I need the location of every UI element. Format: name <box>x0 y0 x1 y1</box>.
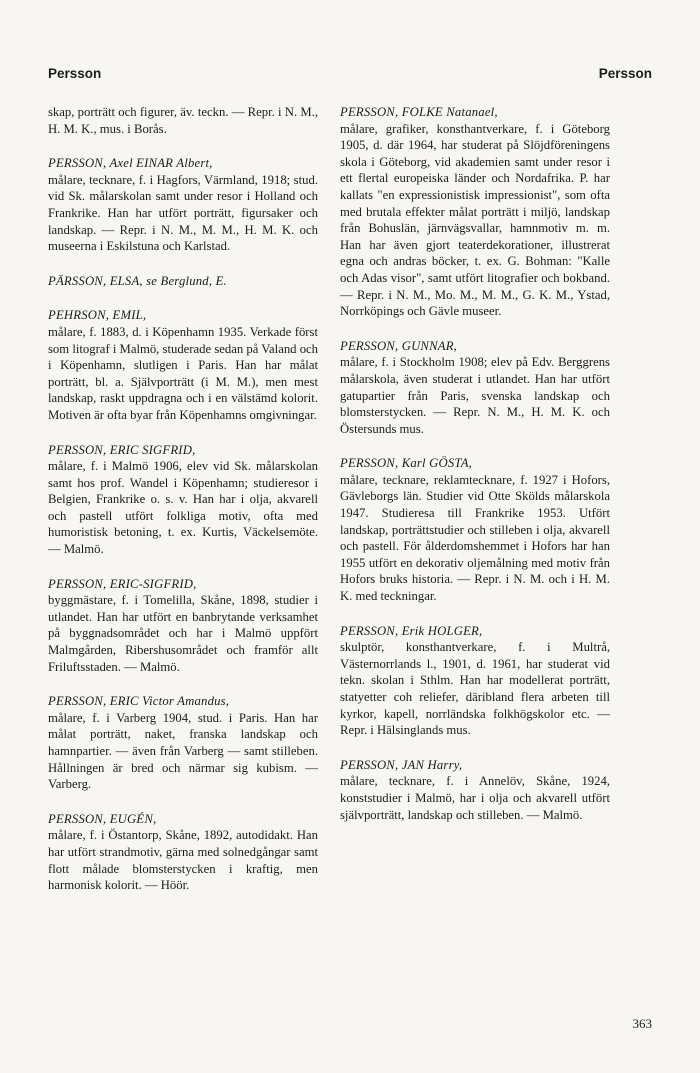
entry-text: målare, tecknare, reklamtecknare, f. 1927 i Hofors, Gävleborgs län. Studier vid Otte Skölds målarskola 1947. Studieresa till Frankrike 1953. Utfört landskap, porträttstudier och stilleben i olja, akvarell och pastell. För ålderdomshemmet i Hofors har han 1955 utfört en dekorativ oljemålning med motiv från Hofors bruks historia. — Repr. i N. M. och i H. M. K. med teckningar. <box>340 472 610 604</box>
entry-gosta-persson <box>340 455 610 604</box>
entry-heading: PEHRSON, EMIL, <box>48 308 147 323</box>
entry-gunnar-persson <box>340 338 610 438</box>
entry-text: målare, f. i Östantorp, Skåne, 1892, autodidakt. Han har utfört strandmotiv, gärna med solnedgångar samt flott målade blomsterstycken i kraftig, men harmonisk kolorit. — Höör. <box>48 828 318 893</box>
entry-einar-persson <box>48 155 318 255</box>
entry-text: målare, f. 1883, d. i Köpenhamn 1935. Verkade först som litograf i Malmö, studerade sedan på Valand och i Köpenhamn, slutligen i Paris. Han har målat porträtt, bl. a. Självporträtt (i M. M.), men mest landskap, raskt uppdragna och i en välstämd kolorit. Motiven är ofta byar från Köpenhamns omgivningar. <box>48 324 319 422</box>
entry-holger-persson <box>340 623 610 739</box>
entry-text: byggmästare, f. i Tomelilla, Skåne, 1898, studier i utlandet. Han har utfört en banbrytande verksamhet på byggnadsområdet och har i Malmö uppfört Malmgården, Ribershusområdet och framför allt Friluftsstaden. — Malmö. <box>48 593 318 674</box>
left-column <box>48 104 318 912</box>
continuation-text <box>48 104 318 137</box>
entry-heading: PERSSON, EUGÉN, <box>48 811 157 826</box>
entry-text: målare, grafiker, konsthantverkare, f. i Göteborg 1905, d. där 1964, har studerat på Slöjdföreningens skola i Göteborg, vid akademien samt under resor i ett flertal europeiska länder och Nordafrika. P. har kallats "en expressionistisk impressionist", som ofta med brutala effekter målat porträtt i miljö, landskap från Bohuslän, järnvägsvallar, hamnmotiv m. m. Han har även gjort teaterdekorationer, illustrerat egna och andras böcker, t. ex. G. Bohman: "Kalle och Adas visor", samt utfört litografier och bokband. — Repr. i N. M., Mo. M., M. M., G. K. M., Ystad, Norrköpings och Gävle museer. <box>340 121 610 319</box>
entry-text: skulptör, konsthantverkare, f. i Multrå, Västernorrlands l., 1901, d. 1961, har studerat vid tekn. skolan i Sthlm. Han har modellerat porträtt, statyetter coh reliefer, däribland flera arbeten till kyrkor, kapell, norrländska folkhögskolor etc. — Repr. i Hälsinglands mus. <box>340 640 610 738</box>
entry-heading: PERSSON, Erik HOLGER, <box>340 623 483 638</box>
entry-text: målare, f. i Malmö 1906, elev vid Sk. målarskolan samt hos prof. Wandel i Köpenhamn; studieresor i Belgien, Frankrike o. s. v. Han har i olja, akvarell och pastell utfört folkliga motiv, ofta med humoristisk betoning, t. ex. Kurtis, Väckelsemöte. — Malmö. <box>48 459 318 557</box>
entry-folke-persson <box>340 104 610 320</box>
entry-heading: PERSSON, GUNNAR, <box>340 338 458 353</box>
header-left: Persson <box>48 66 102 81</box>
entry-heading: PERSSON, FOLKE Natanael, <box>340 105 498 119</box>
entry-heading: PERSSON, Axel EINAR Albert, <box>48 156 213 171</box>
header-right: Persson <box>598 66 652 81</box>
page-number: 363 <box>632 1016 652 1031</box>
entry-text: målare, tecknare, f. i Annelöv, Skåne, 1924, konststudier i Malmö, har i olja och akvarell utfört självporträtt, landskap och stilleben. — Malmö. <box>340 774 610 822</box>
entry-eugen-persson <box>48 811 318 894</box>
entry-heading: PERSSON, ERIC Victor Amandus, <box>48 694 230 709</box>
entry-jan-persson <box>340 757 610 823</box>
entry-text: målare, f. i Stockholm 1908; elev på Edv. Berggrens målarskola, även studerat i utlandet. Han har utfört gatupartier från Paris, svenska landskap och blomsterstycken. — Repr. N. M., H. M. K. och Östersunds mus. <box>340 355 610 436</box>
entry-heading: PERSSON, JAN Harry, <box>340 757 463 772</box>
entry-eric-sigfrid-persson <box>48 442 318 558</box>
entry-heading: PERSSON, ERIC-SIGFRID, <box>48 576 197 591</box>
entry-heading: PERSSON, Karl GÖSTA, <box>340 456 473 471</box>
entry-text: målare, f. i Varberg 1904, stud. i Paris. Han har målat porträtt, naket, franska landskap och hamnpartier. — även från Varberg — samt stilleben. Hållningen är bred och närmar sig kubism. — Varberg. <box>48 710 318 792</box>
entry-elsa-parsson <box>48 273 318 290</box>
entry-text: målare, tecknare, f. i Hagfors, Värmland, 1918; stud. vid Sk. målarskolan samt under resor i Holland och Frankrike. Han har utfört porträtt, figursaker och landskap. — Repr. i N. M., M. M., H. M. K. och museerna i Eskilstuna och Karlstad. <box>48 172 318 254</box>
continuation-body: skap, porträtt och figurer, äv. teckn. — Repr. i N. M., H. M. K., mus. i Borås. <box>48 105 318 136</box>
entry-emil-pehrson <box>48 307 318 423</box>
entry-heading: PÄRSSON, ELSA, se Berglund, E. <box>48 273 227 288</box>
entry-eric-victor-persson <box>48 693 318 793</box>
running-header <box>48 66 652 86</box>
right-column <box>340 104 610 841</box>
entry-heading: PERSSON, ERIC SIGFRID, <box>48 442 196 457</box>
entry-eric-sigfrid-byggmastare <box>48 576 318 676</box>
